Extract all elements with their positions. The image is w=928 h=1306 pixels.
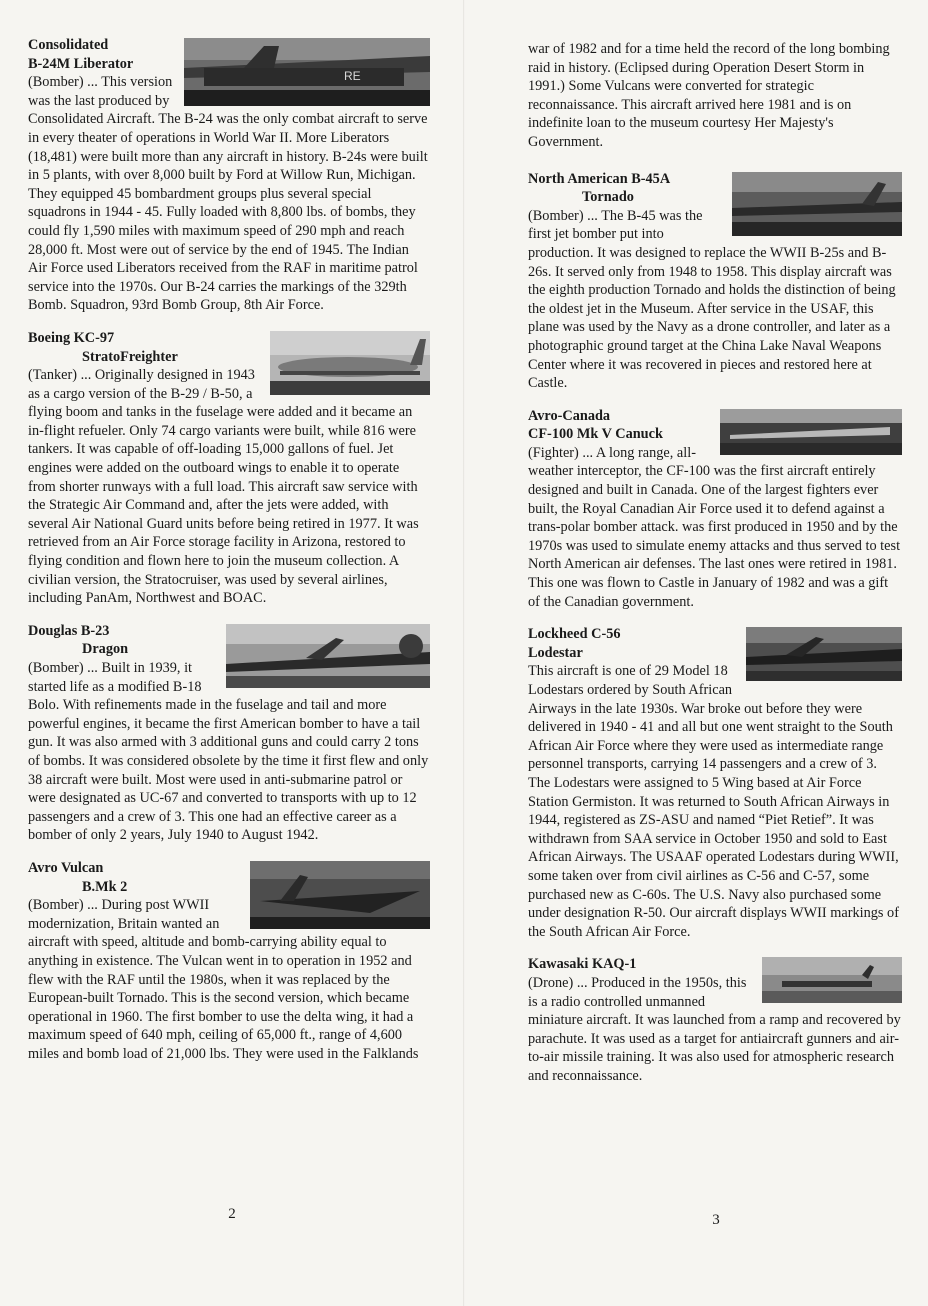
b23-body: it started life as a modified B-18 Bolo. With refinements made in the fuselage and tail and more powerful engines, it became the first American bomber to have a tail gun. It was also armed with 3 additional guns and could carry 2 tons of bombs. It was considered obsolete by the time it first flew and only 38 aircraft were built. Most were used in anti-submarine patrol or were designated as UC-67 and converted to transports with up to 12 passengers and a crew of 3. This one had an effective career as a bomber of only 2 years, July 1940 to August 1942. xyxy=(28,660,429,844)
kc97-body: designed in 1943 as a cargo version of the B-29 / B-50, a flying boom and tanks in the fuselage were added and it became an in-flight refueler. Only 74 cargo variants were built, while 816 were tankers. It was capable of off-loading 15,000 gallons of fuel. Jet engines were added on the outboard wings to enable it to operate from shorter runways with a full load. This aircraft saw service with the Strategic Air Command and, after the jets were added, with several Air National Guard units before being retired in 1977. It was retrieved from an Air Force storage facility in Arizona, restored to flying condition and flown here to join the museum collection. A civilian version, the Stratocruiser, was used by several airlines, including PanAm, Northwest and BOAC. xyxy=(28,367,419,607)
vulcan-name-line1: Avro Vulcan xyxy=(28,859,104,876)
vulcan-intro: (Bomber) ... During post WWII modernization, xyxy=(28,897,210,932)
b23-name-line1: Douglas B-23 xyxy=(28,622,110,639)
b24-name-line1: Consolidated xyxy=(28,37,109,53)
b24-intro: (Bomber) ... This version was the last xyxy=(28,74,173,109)
entry-c56-lodestar xyxy=(528,625,902,941)
b45-body: the first jet bomber put into production. It was designed to replace the WWII B-25s and B-26s. It served only from 1948 to 1958. This display aircraft was the eighth production Tornado and holds the distinction of being the oldest jet in the Museum. After service in the USAF, this plane was used by the Navy as a drone controller, and later as a photographic ground target at the China Lake Naval Weapons Center where it was recovered in pieces and restored here at Castle. xyxy=(528,207,896,392)
kaq1-name-line1: Kawasaki KAQ-1 xyxy=(528,956,637,973)
b45-name-line2: Tornado xyxy=(582,189,634,206)
b23-photo xyxy=(226,624,430,688)
b45-intro: (Bomber) ... The B-45 was xyxy=(528,207,682,224)
kaq1-body: 1950s, this is a radio controlled unmanned miniature aircraft. It was launched from a ramp and recovered by parachute. It was used as a target for antiaircraft gunners and air-to-air missile training. It was also used for atmospheric research and reconnaissance. xyxy=(528,974,901,1084)
kc97-name-line1: Boeing KC-97 xyxy=(28,329,115,346)
b24-marking-text: RE xyxy=(344,69,361,83)
entry-b23-dragon xyxy=(28,622,430,845)
kaq1-intro: (Drone) ... Produced in the xyxy=(528,974,681,991)
cf100-name-line2: CF-100 Mk V Canuck xyxy=(528,426,663,443)
page-number-right: 3 xyxy=(712,1212,720,1228)
right-page xyxy=(464,0,928,1306)
kaq1-photo xyxy=(762,957,902,1003)
entry-b45a-tornado xyxy=(528,170,902,393)
c56-photo xyxy=(746,627,902,681)
b23-name-line2: Dragon xyxy=(82,641,129,658)
b24-liberator-photo xyxy=(184,38,430,106)
b24-body: produced by Consolidated Aircraft. The B-24 was the only combat aircraft to serve in every theater of operations in World War II. More Liberators (18,481) were built more than any aircraft in history. B-24s were built in 5 plants, with over 8,000 built by Ford at Willow Run, Michigan. They equipped 45 bombardment groups plus several special squadrons in 1944 - 45. Fully loaded with 8,800 lbs. of bombs, they could fly 1,590 miles with maximum speed of 290 mph and reach 28,000 ft. Most were out of service by the end of 1945. The Indian Air Force used Liberators received from the RAF in maritime patrol service into the 1970s. Our B-24 carries the markings of the 329th Bomb. Squadron, 93rd Bomb Group, 8th Air Force. xyxy=(28,92,428,314)
cf100-body: all-weather interceptor, the CF-100 was the first aircraft entirely designed and built in Canada. One of the largest fighters ever built, the Royal Canadian Air Force used it to defend against a trans-polar bomber attack. was first produced in 1950 and by the 1970s was used to simulate enemy attacks and thus served to test North American air defenses. The last ones were retired in 1981. This one was flown to Castle in January of 1982 and was a gift of the Canadian government. xyxy=(528,444,901,610)
vulcan-photo xyxy=(250,861,430,929)
b23-intro: (Bomber) ... Built in 1939, xyxy=(28,660,181,676)
entry-cf100-canuck xyxy=(528,407,902,612)
entry-avro-vulcan xyxy=(28,859,430,1064)
b45-name-line1: North American B-45A xyxy=(528,170,671,187)
vulcan-body: Britain wanted an aircraft with speed, altitude and bomb-carrying ability equal to anything in existence. The Vulcan went in to operation in 1952 and flew with the RAF until the 1980s, when it was replaced by the European-built Tornado. This is the second version, which became operational in 1960. The first bomber to use the delta wing, it had a maximum speed of 640 mph, ceiling of 65,000 ft., range of 4,600 miles and bomb load of 21,000 lbs. They were used in the Falklands xyxy=(28,915,419,1062)
c56-name-line1: Lockheed C-56 xyxy=(528,626,621,643)
cf100-name-line1: Avro-Canada xyxy=(528,407,611,424)
cf100-intro: (Fighter) ... A long range, xyxy=(528,444,674,461)
b24-name-line2: B-24M Liberator xyxy=(28,55,134,72)
entry-b24m-liberator xyxy=(28,36,430,315)
c56-intro: This aircraft is one of 29 xyxy=(528,663,669,680)
cf100-photo xyxy=(720,409,902,455)
entry-kaq1-drone xyxy=(528,955,902,1085)
kc97-intro: (Tanker) ... Originally xyxy=(28,367,154,384)
c56-body: Model 18 Lodestars ordered by South African Airways in the late 1930s. War broke out before they were delivered in 1940 - 41 and all but one went straight to the South African Air Force where they were used as intermediate range personnel transports, carrying 14 passengers and a crew of 3. The Lodestars were assigned to 5 Wing based at Air Force Station Germiston. It was returned to South African Airways in 1944, registered as ZS-ASU and named “Piet Retief”. It was withdrawn from SAA service in October 1950 and sold to East African Airways. The USAAF operated Lodestars during WWII, some taken over from civil airlines as C-56 and C-57, some purchased new as C-60s. The U.S. Navy also purchased some under designation R-50. Our aircraft displays WWII markings of the South African Air Force. xyxy=(528,663,899,940)
kc97-photo xyxy=(270,331,430,395)
vulcan-continuation: war of 1982 and for a time held the record of the long bombing raid in history. (Eclipsed during Operation Desert Storm in 1991.) Some Vulcans were converted for strategic reconnaissance. This aircraft arrived here 1981 and is on indefinite loan to the museum courtesy Her Majesty's Government. xyxy=(528,41,890,150)
page-number-left: 2 xyxy=(228,1206,236,1222)
kc97-name-line2: StratoFreighter xyxy=(82,348,178,365)
vulcan-name-line2: B.Mk 2 xyxy=(82,878,128,895)
entry-kc97-stratofreighter xyxy=(28,329,430,608)
c56-name-line2: Lodestar xyxy=(528,644,583,661)
b45-photo xyxy=(732,172,902,236)
